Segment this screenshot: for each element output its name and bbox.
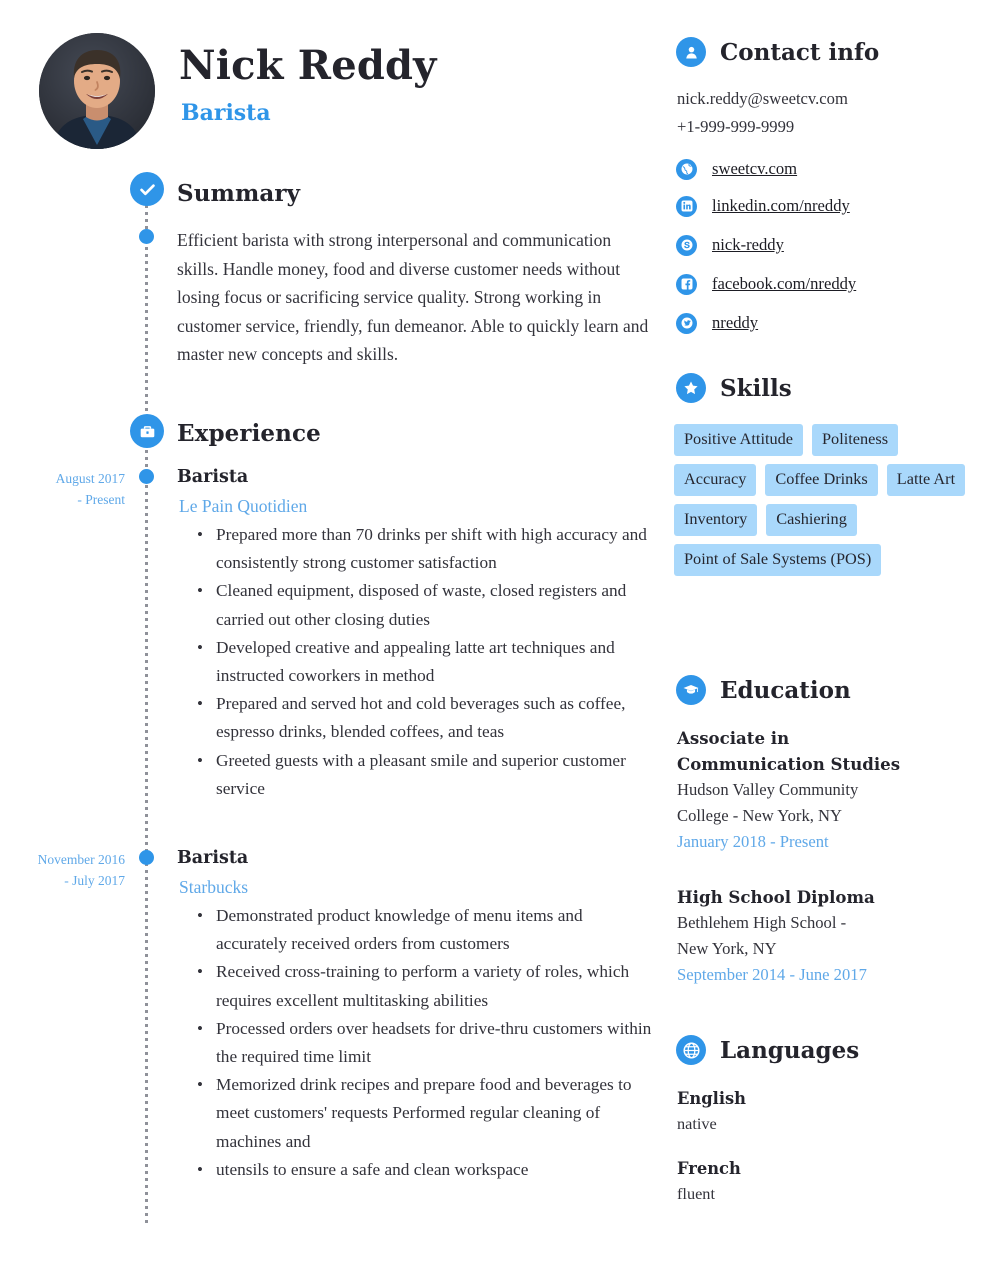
- job-date-start: August 2017: [55, 471, 125, 486]
- job-date-end: - Present: [77, 492, 125, 507]
- job-bullet-list: [186, 521, 656, 803]
- section-heading-summary: Summary: [177, 180, 301, 207]
- section-heading-contact-label: Contact info: [720, 38, 880, 66]
- link-website[interactable]: [676, 157, 797, 181]
- briefcase-icon: [130, 414, 164, 448]
- job-date-end: - July 2017: [64, 873, 125, 888]
- skill-pill: Point of Sale Systems (POS): [674, 544, 881, 576]
- language-level: fluent: [677, 1184, 715, 1203]
- facebook-icon: [676, 274, 697, 295]
- education-school-line2: New York, NY: [677, 939, 777, 958]
- summary-text: Efficient barista with strong interpersonal and communication skills. Handle money, food and diverse customer needs without losing focus or sacrificing service quality. Strong working in customer service, friendly, fun demeanor. Able to quickly learn and master new concepts and skills.: [177, 230, 649, 365]
- skill-pill: Accuracy: [674, 464, 756, 496]
- education-entry: [677, 884, 967, 988]
- job-bullet-list: [186, 902, 656, 1184]
- list-item: • utensils to ensure a safe and clean workspace: [216, 1156, 656, 1184]
- list-item: • Cleaned equipment, disposed of waste, closed registers and carried out other closing duties: [216, 577, 656, 633]
- section-heading-experience: Experience: [177, 420, 321, 447]
- phone-text: +1-999-999-9999: [677, 117, 795, 136]
- language-level: native: [677, 1114, 717, 1133]
- timeline-dot: [139, 229, 154, 244]
- star-icon: [676, 373, 706, 403]
- education-school: Bethlehem High School -: [677, 913, 847, 932]
- job-company: Le Pain Quotidien: [179, 496, 308, 516]
- sidebar: [660, 0, 984, 1280]
- language-entry: [677, 1156, 967, 1206]
- timeline-track: [145, 205, 148, 1227]
- skill-pill: Latte Art: [887, 464, 965, 496]
- link-linkedin-label: linkedin.com/nreddy: [712, 196, 850, 215]
- section-heading-education: [676, 675, 851, 705]
- link-twitter-label: nreddy: [712, 313, 759, 332]
- job-date-start: November 2016: [37, 852, 125, 867]
- page-title: Nick Reddy: [179, 42, 437, 89]
- graduation-cap-icon: [676, 675, 706, 705]
- globe-icon: [676, 159, 697, 180]
- education-dates: September 2014 - June 2017: [677, 965, 867, 984]
- linkedin-icon: [676, 196, 697, 217]
- education-school: Hudson Valley Community: [677, 780, 859, 799]
- list-item: • Processed orders over headsets for drive-thru customers within the required time limit: [216, 1015, 656, 1071]
- link-twitter[interactable]: [676, 311, 758, 335]
- education-degree: Associate in: [677, 728, 790, 748]
- job-date-range: [5, 849, 125, 891]
- list-item: • Prepared and served hot and cold beverages such as coffee, espresso drinks, blended coffees, and teas: [216, 690, 656, 746]
- email-text: nick.reddy@sweetcv.com: [677, 89, 848, 108]
- section-heading-skills: [676, 373, 792, 403]
- twitter-icon: [676, 313, 697, 334]
- job-role: Barista: [177, 467, 249, 487]
- timeline-dot: [139, 850, 154, 865]
- check-circle-icon: [130, 172, 164, 206]
- link-facebook-label: facebook.com/nreddy: [712, 274, 857, 293]
- education-degree-line2: Communication Studies: [677, 754, 901, 774]
- education-school-line2: College - New York, NY: [677, 806, 843, 825]
- skill-pill: Coffee Drinks: [765, 464, 877, 496]
- section-heading-languages-label: Languages: [720, 1036, 860, 1064]
- skill-pill: Politeness: [812, 424, 898, 456]
- education-entry: [677, 725, 967, 855]
- link-skype[interactable]: [676, 233, 784, 257]
- skill-pill: Cashiering: [766, 504, 857, 536]
- timeline-dot: [139, 469, 154, 484]
- language-name: French: [677, 1159, 741, 1178]
- resume-header: [36, 30, 636, 155]
- link-skype-label: nick-reddy: [712, 235, 784, 254]
- person-icon: [676, 37, 706, 67]
- education-dates: January 2018 - Present: [677, 832, 829, 851]
- job-company: Starbucks: [179, 877, 249, 897]
- list-item: • Memorized drink recipes and prepare food and beverages to meet customers' requests Performed regular cleaning of machines and: [216, 1071, 656, 1156]
- globe-grid-icon: [676, 1035, 706, 1065]
- language-name: English: [677, 1089, 747, 1108]
- job-role: Barista: [177, 848, 249, 868]
- skill-pill: Inventory: [674, 504, 757, 536]
- job-date-range: [5, 468, 125, 510]
- skills-list: [674, 424, 974, 576]
- list-item: • Developed creative and appealing latte art techniques and instructed coworkers in method: [216, 634, 656, 690]
- skill-pill: Positive Attitude: [674, 424, 803, 456]
- skype-icon: [676, 235, 697, 256]
- section-heading-languages: [676, 1035, 859, 1065]
- section-heading-education-label: Education: [720, 676, 851, 704]
- section-heading-skills-label: Skills: [720, 374, 792, 402]
- list-item: • Prepared more than 70 drinks per shift with high accuracy and consistently strong customer satisfaction: [216, 521, 656, 577]
- link-website-label: sweetcv.com: [712, 159, 798, 178]
- avatar: [39, 33, 155, 149]
- job-title: Barista: [181, 100, 271, 126]
- list-item: • Greeted guests with a pleasant smile and superior customer service: [216, 747, 656, 803]
- education-degree: High School Diploma: [677, 887, 875, 907]
- list-item: • Received cross-training to perform a variety of roles, which requires excellent multitasking abilities: [216, 958, 656, 1014]
- link-linkedin[interactable]: [676, 194, 850, 218]
- language-entry: [677, 1086, 967, 1136]
- link-facebook[interactable]: [676, 272, 856, 296]
- section-heading-contact: [676, 37, 879, 67]
- list-item: • Demonstrated product knowledge of menu items and accurately received orders from customers: [216, 902, 656, 958]
